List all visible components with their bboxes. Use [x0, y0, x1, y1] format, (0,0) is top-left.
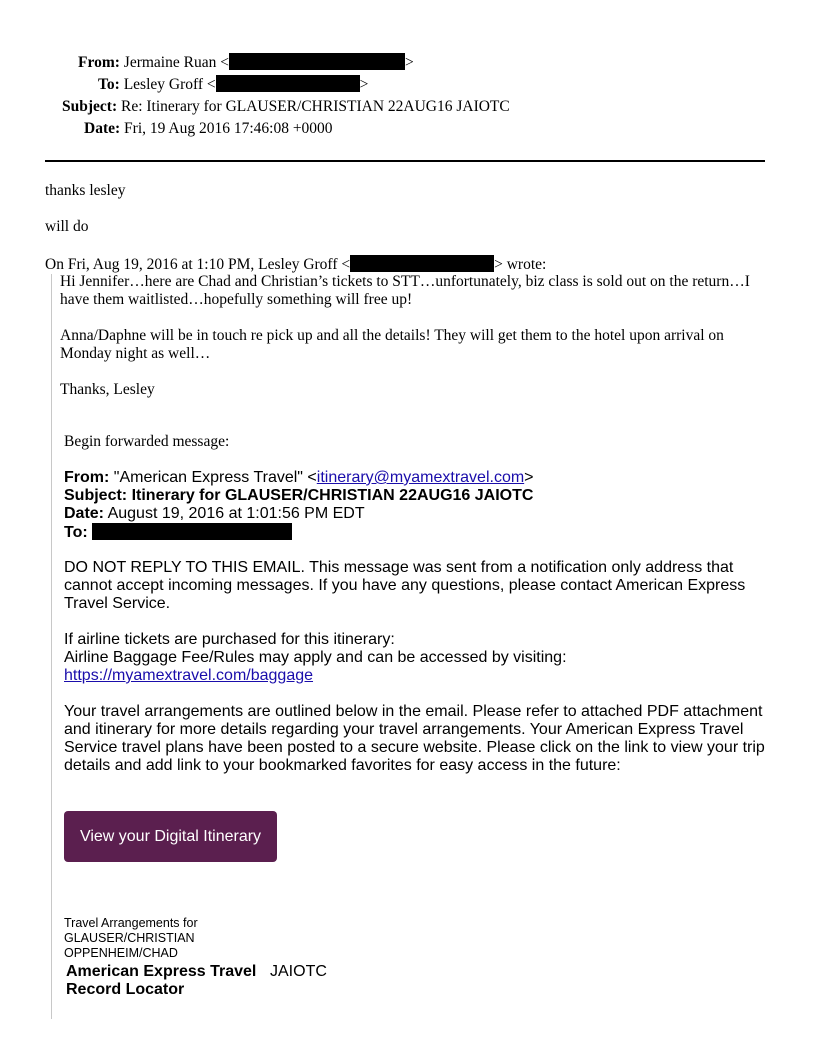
- record-locator-label-line-1: American Express Travel: [66, 963, 257, 980]
- header-subject-row: [62, 97, 510, 117]
- view-digital-itinerary-button[interactable]: View your Digital Itinerary: [64, 811, 277, 862]
- fwd-date-value: August 19, 2016 at 1:01:56 PM EDT: [107, 505, 365, 522]
- baggage-line-2: Airline Baggage Fee/Rules may apply and can be accessed by visiting:: [64, 649, 567, 666]
- fwd-subject-value: Itinerary for GLAUSER/CHRISTIAN 22AUG16 JAIOTC: [131, 487, 534, 504]
- record-locator-label: [66, 963, 256, 999]
- fwd-subject-label: Subject:: [64, 487, 128, 504]
- notice-paragraph: DO NOT REPLY TO THIS EMAIL. This message was sent from a notification only address that cannot accept incoming messages. If you have any questions, please contact American Express Travel Service.: [64, 559, 746, 612]
- redacted-email: [216, 75, 360, 92]
- traveler-name: OPPENHEIM/CHAD: [64, 946, 178, 960]
- baggage-link[interactable]: https://myamextravel.com/baggage: [64, 667, 314, 684]
- redacted-email: [92, 523, 292, 540]
- to-value: Lesley Groff <: [123, 76, 216, 93]
- header-from-row: [78, 53, 414, 73]
- date-label: Date:: [84, 120, 121, 137]
- arrangements-paragraph: Your travel arrangements are outlined below in the email. Please refer to attached PDF attachment and itinerary for more details regarding your travel arrangements. Your American Express Travel Service travel plans have been posted to a secure website. Please click on the link to view your trip details and add link to your bookmarked favorites for easy access in the future:: [64, 703, 765, 774]
- subject-value: Re: Itinerary for GLAUSER/CHRISTIAN 22AUG16 JAIOTC: [120, 98, 510, 115]
- travel-arrangements-block: [64, 916, 198, 961]
- fwd-to-label: To:: [64, 524, 88, 541]
- fwd-from-close: >: [524, 469, 534, 486]
- record-locator-label-line-2: Record Locator: [66, 981, 185, 998]
- to-label: To:: [98, 76, 120, 93]
- fwd-date-row: [64, 505, 534, 523]
- quote-paragraph-1: Hi Jennifer…here are Chad and Christian’s tickets to STT…unfortunately, biz class is sold out on the return…I have them waitlisted…hopefully something will free up!: [60, 273, 750, 308]
- close-bracket: >: [359, 76, 369, 93]
- travel-arrangements-label: Travel Arrangements for: [64, 916, 198, 930]
- from-value: Jermaine Ruan <: [123, 54, 229, 71]
- from-label: From:: [78, 54, 120, 71]
- fwd-date-label: Date:: [64, 505, 105, 522]
- quote-paragraph-2: Anna/Daphne will be in touch re pick up and all the details! They will get them to the hotel upon arrival on Monday night as well…: [60, 327, 724, 362]
- record-locator-value: JAIOTC: [270, 963, 327, 980]
- header-to-row: [98, 75, 368, 95]
- fwd-to-row: [64, 523, 534, 542]
- reply-line-1: thanks lesley: [45, 182, 126, 199]
- subject-label: Subject:: [62, 98, 118, 115]
- fwd-from-label: From:: [64, 469, 110, 486]
- fwd-from-row: [64, 469, 534, 487]
- header-date-row: [84, 119, 333, 139]
- quote-intro-suffix: > wrote:: [494, 256, 547, 273]
- reply-line-2: will do: [45, 218, 89, 235]
- close-bracket: >: [404, 54, 414, 71]
- fwd-from-name: "American Express Travel" <: [113, 469, 317, 486]
- fwd-from-email-link[interactable]: itinerary@myamextravel.com: [316, 469, 525, 486]
- fwd-subject-row: [64, 487, 534, 505]
- forwarded-begin: Begin forwarded message:: [64, 433, 230, 450]
- quote-signoff: Thanks, Lesley: [60, 381, 155, 398]
- baggage-paragraph: [64, 631, 764, 685]
- fwd-header: [64, 469, 534, 542]
- quote-intro: [45, 255, 546, 274]
- date-value: Fri, 19 Aug 2016 17:46:08 +0000: [124, 120, 333, 137]
- header-divider: [45, 160, 765, 162]
- traveler-name: GLAUSER/CHRISTIAN: [64, 931, 195, 945]
- baggage-line-1: If airline tickets are purchased for this itinerary:: [64, 631, 395, 648]
- redacted-email: [350, 255, 494, 272]
- redacted-email: [229, 53, 405, 70]
- quote-intro-text: On Fri, Aug 19, 2016 at 1:10 PM, Lesley Groff <: [45, 256, 351, 273]
- quote-bar: [51, 274, 52, 1019]
